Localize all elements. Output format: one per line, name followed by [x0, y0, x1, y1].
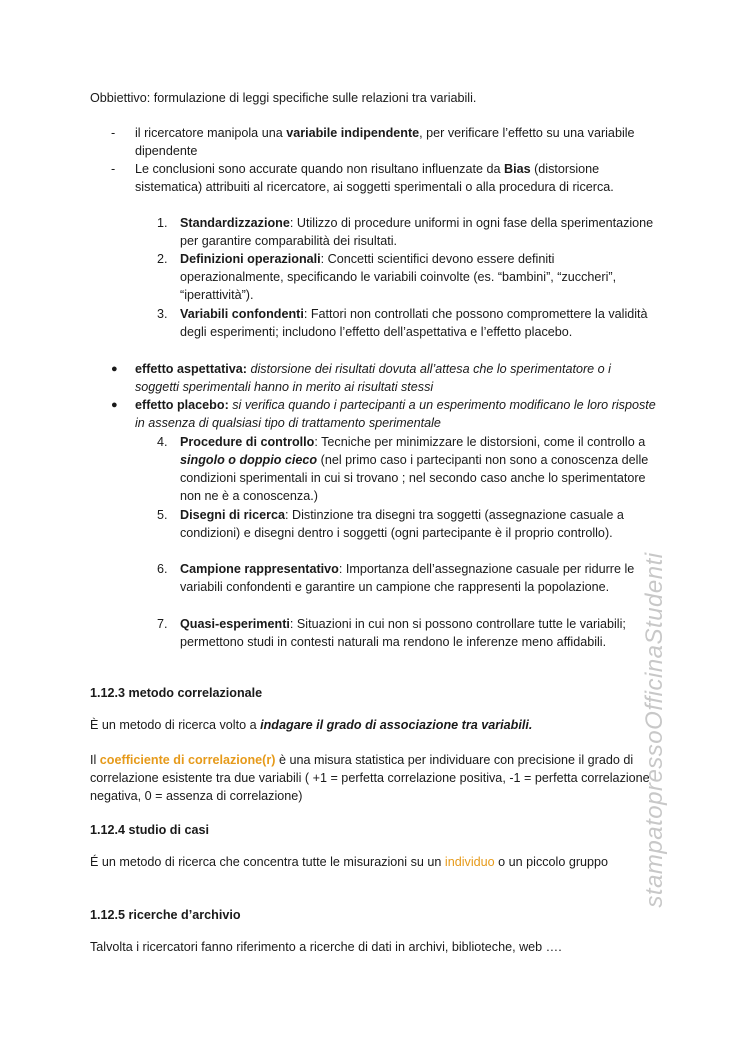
bold-term: Bias: [503, 162, 531, 176]
bold-term: Procedure di controllo: [180, 435, 315, 449]
bold-italic-term: indagare il grado di associazione tra variabili.: [260, 718, 533, 732]
numbered-item: 7. Quasi-esperimenti: Situazioni in cui non si possono controllare tutte le variabili; permettono studi in contesti naturali ma rendono le inferenze meno affidabili.: [157, 617, 626, 649]
numbered-item: 2. Definizioni operazionali: Concetti scientifici devono essere definiti operazionalmente, specificando le variabili coinvolte (es. “bambini”, “zuccheri”, “iperattività”).: [157, 252, 617, 302]
bold-term: Variabili confondenti: [180, 307, 304, 321]
bullet-item: ● effetto aspettativa: distorsione dei risultati dovuta all’attesa che lo sperimentatore o i soggetti sperimentali hanno in merito ai risultati stessi: [111, 362, 611, 394]
bold-term: Campione rappresentativo: [180, 562, 339, 576]
dash-item: - Le conclusioni sono accurate quando non risultano influenzate da Bias (distorsione sistematica) attribuiti al ricercatore, ai soggetti sperimentali o alla procedura di ricerca.: [111, 162, 614, 194]
bold-term: Definizioni operazionali: [180, 252, 321, 266]
intro-paragraph: Obbiettivo: formulazione di leggi specifiche sulle relazioni tra variabili.: [90, 91, 477, 105]
bold-term: variabile indipendente: [286, 126, 420, 140]
item-number: 7.: [157, 617, 168, 631]
section-heading: 1.12.3 metodo correlazionale: [90, 686, 263, 700]
highlighted-term: individuo: [444, 855, 495, 869]
dash-item: - il ricercatore manipola una variabile indipendente, per verificare l’effetto su una variabile dipendente: [111, 126, 635, 158]
bold-italic-term: singolo o doppio cieco: [180, 453, 318, 467]
section-heading: 1.12.4 studio di casi: [90, 823, 209, 837]
item-number: 1.: [157, 216, 168, 230]
numbered-item: 5. Disegni di ricerca: Distinzione tra disegni tra soggetti (assegnazione casuale a condizioni) e disegni dentro i soggetti (ogni partecipante è il proprio controllo).: [157, 508, 624, 540]
bold-term: Disegni di ricerca: [180, 508, 285, 522]
item-number: 3.: [157, 307, 168, 321]
bold-term: effetto placebo:: [135, 398, 229, 412]
item-number: 4.: [157, 435, 168, 449]
bold-term: Quasi-esperimenti: [180, 617, 290, 631]
bullet-marker: ●: [111, 363, 118, 375]
item-number: 2.: [157, 252, 168, 266]
numbered-item: 6. Campione rappresentativo: Importanza dell’assegnazione casuale per ridurre le variabili confondenti e garantire un campione che rappresenti la popolazione.: [157, 562, 635, 594]
bullet-item: ● effetto placebo: si verifica quando i partecipanti a un esperimento modificano le loro risposte in assenza di qualsiasi tipo di trattamento sperimentale: [111, 398, 656, 430]
bold-term: Standardizzazione: [180, 216, 290, 230]
watermark: stampatopressoOfficinaStudenti: [641, 552, 668, 908]
numbered-item: 3. Variabili confondenti: Fattori non controllati che possono compromettere la validità degli esperimenti; includono l’effetto dell’aspettativa e l’effetto placebo.: [157, 307, 648, 339]
section-heading: 1.12.5 ricerche d’archivio: [90, 908, 241, 922]
paragraph: Il coefficiente di correlazione(r) è una misura statistica per individuare con precisione il grado di correlazione esistente tra due variabili ( +1 = perfetta correlazione positiva, -1 = perfetta correlazione negativa, 0 = assenza di correlazione): [90, 753, 650, 803]
item-number: 6.: [157, 562, 168, 576]
paragraph: É un metodo di ricerca che concentra tutte le misurazioni su un individuo o un piccolo gruppo: [90, 855, 609, 869]
paragraph: Talvolta i ricercatori fanno riferimento a ricerche di dati in archivi, biblioteche, web ….: [90, 940, 562, 954]
paragraph: È un metodo di ricerca volto a indagare il grado di associazione tra variabili.: [90, 718, 533, 732]
dash-marker: -: [111, 162, 116, 176]
dash-marker: -: [111, 126, 116, 140]
numbered-item: 4. Procedure di controllo: Tecniche per minimizzare le distorsioni, come il controllo a singolo o doppio cieco (nel primo caso i partecipanti non sono a conoscenza delle condizioni sperimentali in cui si trovano ; nel secondo caso anche lo sperimentatore non ne è a conoscenza.): [157, 435, 649, 503]
numbered-item: 1. Standardizzazione: Utilizzo di procedure uniformi in ogni fase della sperimentazione per garantire comparabilità dei risultati.: [157, 216, 654, 248]
item-number: 5.: [157, 508, 168, 522]
bullet-marker: ●: [111, 399, 118, 411]
highlighted-term: coefficiente di correlazione(r): [99, 753, 276, 767]
bold-term: effetto aspettativa:: [135, 362, 247, 376]
